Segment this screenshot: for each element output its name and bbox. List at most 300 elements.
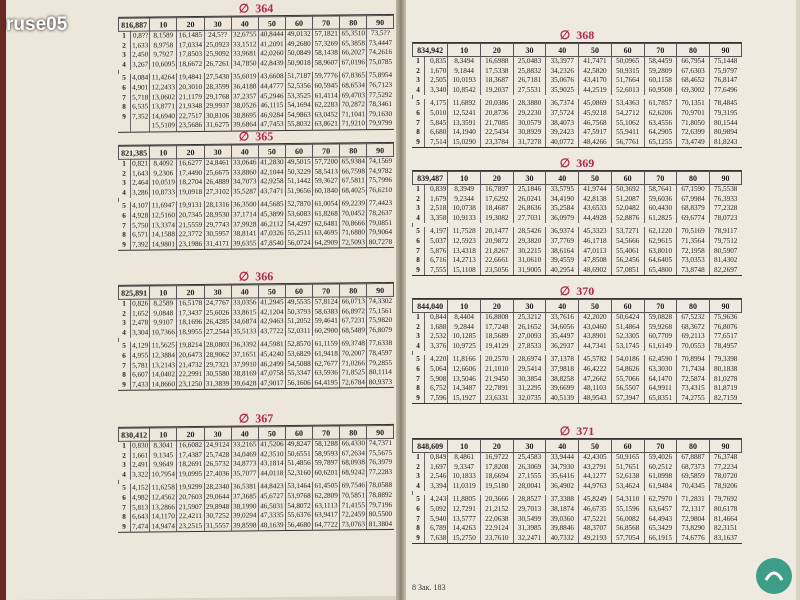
table-heading <box>412 28 742 42</box>
table-row <box>119 520 394 532</box>
table-cell: 21,9450 <box>480 375 513 385</box>
table-heading <box>412 424 742 438</box>
column-header: 70 <box>313 16 340 29</box>
table-cell: 10,9133 <box>448 214 481 224</box>
watermark: ruse05 <box>6 14 68 35</box>
table-row <box>413 185 742 195</box>
value-table <box>412 171 742 275</box>
table-cell: 31,3839 <box>205 379 230 388</box>
table-cell: 9,3347 <box>448 463 481 473</box>
table-cell: 18,4687 <box>480 204 513 214</box>
table-constant: 830,412 <box>119 428 150 441</box>
table-cell: 7,392 <box>130 240 150 250</box>
table-cell: 6,607 <box>130 371 150 381</box>
table-cell: 67,2634 <box>341 448 365 458</box>
table-cell: 75,7996 <box>368 176 393 185</box>
table-cell: 74,1569 <box>368 156 393 166</box>
table-cell: 35,4497 <box>546 332 579 342</box>
row-index: 2 <box>122 309 126 318</box>
table-cell: 34,7930 <box>546 463 579 473</box>
column-header: 90 <box>709 440 741 453</box>
row-index: 4 <box>122 188 126 197</box>
table-cell: 58,1438 <box>314 48 338 57</box>
table-cell: 79,0851 <box>368 218 393 227</box>
table-cell: 10,0193 <box>448 76 481 86</box>
table-cell: 29,0644 <box>205 492 230 501</box>
table-cell: 10,7954 <box>151 470 175 479</box>
table-cell: 27,4036 <box>205 469 230 478</box>
table-cell: 10,1833 <box>448 472 481 482</box>
table-block-367 <box>118 410 394 533</box>
table-cell: 61,7857 <box>644 99 677 109</box>
table-cell: 18,5689 <box>480 332 513 342</box>
table-cell: 19,2037 <box>480 86 513 96</box>
table-cell: 12,6606 <box>448 365 481 375</box>
table-cell: 79,7692 <box>709 495 741 505</box>
table-cell: 28,3599 <box>205 82 230 91</box>
table-cell: 72,1317 <box>677 505 710 515</box>
column-header: 50 <box>579 440 612 453</box>
table-cell: 52,5356 <box>287 81 311 91</box>
table-cell: 37,7769 <box>546 237 579 247</box>
table-cell: 28,2340 <box>205 483 230 492</box>
table-cell: 62,2283 <box>314 100 338 109</box>
table-cell: 50,9315 <box>611 67 644 77</box>
table-cell: 0,835 <box>424 57 448 67</box>
table-cell: 51,9656 <box>287 186 311 195</box>
table-cell: 36,0979 <box>546 214 579 224</box>
table-cell: 23,2515 <box>178 521 203 530</box>
table-cell: 9,9107 <box>150 318 177 328</box>
table-row <box>413 463 742 473</box>
table-cell: 13,5777 <box>448 515 481 525</box>
table-cell: 23,1986 <box>178 239 203 248</box>
table-number: 368 <box>576 28 595 42</box>
row-index: 2 <box>122 451 126 460</box>
table-cell: 2,478 <box>130 319 150 329</box>
table-cell: 21,5559 <box>178 220 203 229</box>
table-cell: 15,1108 <box>448 266 481 276</box>
table-cell: 38,8695 <box>233 111 257 120</box>
value-table <box>412 439 742 543</box>
table-cell: 9,2306 <box>150 169 177 179</box>
row-index: 3 <box>416 472 420 481</box>
table-cell: 14,9801 <box>151 239 175 249</box>
table-cell: 60,1158 <box>644 76 677 86</box>
table-cell: 63,3030 <box>644 365 677 375</box>
table-cell: 72,5874 <box>677 375 710 385</box>
table-cell: 50,3229 <box>287 167 311 176</box>
table-cell: 16,7897 <box>480 185 513 195</box>
column-header: 50 <box>579 300 612 313</box>
table-cell: 63,8010 <box>644 247 677 257</box>
table-cell: 16,6082 <box>178 440 203 450</box>
table-cell: 31,2295 <box>513 384 546 394</box>
table-cell: 48,1639 <box>260 520 284 530</box>
table-cell: 73,4447 <box>368 38 393 47</box>
table-cell: 33,9681 <box>233 49 257 58</box>
table-cell: 62,6206 <box>644 109 677 119</box>
table-cell: 12,4562 <box>151 493 175 502</box>
table-cell: 78,4597 <box>368 348 393 358</box>
column-header: 60 <box>285 144 312 157</box>
table-block-371 <box>412 424 742 544</box>
table-cell: 5,845 <box>424 119 448 129</box>
table-cell: 14,2713 <box>448 256 481 266</box>
column-header: 50 <box>258 17 285 30</box>
table-cell: 64,2909 <box>314 238 338 247</box>
table-cell: 46,1115 <box>258 101 285 111</box>
table-cell: 33,1512 <box>233 39 257 49</box>
table-cell: 18,1696 <box>178 318 203 327</box>
table-cell: 61,0054 <box>314 199 338 209</box>
table-cell: 3,394 <box>424 482 448 492</box>
table-cell: 39,4559 <box>546 256 579 266</box>
table-cell: 5,037 <box>424 237 448 247</box>
table-cell: 5,813 <box>130 503 150 513</box>
table-cell: 49,2193 <box>579 534 612 544</box>
table-cell: 29,7743 <box>205 220 230 229</box>
table-cell: 47,0113 <box>579 247 612 257</box>
table-cell: 11,0319 <box>448 482 481 492</box>
table-cell: 15,2750 <box>448 534 481 544</box>
column-header: 10 <box>448 440 481 453</box>
table-cell: 79,3195 <box>709 109 741 119</box>
table-cell: 4,955 <box>130 351 150 361</box>
table-cell: 14,1940 <box>448 128 481 138</box>
table-cell: 77,6517 <box>709 332 741 342</box>
column-header: 40 <box>231 427 258 440</box>
table-cell: 46,2499 <box>260 359 284 368</box>
column-header: 70 <box>313 144 340 157</box>
table-cell: 13,3374 <box>151 220 175 230</box>
table-cell: 11,8805 <box>448 495 481 505</box>
table-cell: 14,8660 <box>151 379 175 389</box>
table-cell: 17,4387 <box>178 450 203 459</box>
table-row <box>413 138 742 148</box>
table-cell: 47,5917 <box>579 128 612 138</box>
table-cell: 19,5180 <box>480 482 513 492</box>
table-cell: 47,3335 <box>260 511 284 520</box>
table-cell: 64,4195 <box>314 378 338 387</box>
table-cell: 46,5031 <box>260 501 284 510</box>
table-cell: 19,0918 <box>178 187 203 196</box>
table-row <box>413 394 742 404</box>
table-cell: 42,1204 <box>260 307 284 316</box>
table-cell: 22,7891 <box>480 384 513 394</box>
table-cell: 7,352 <box>130 112 150 122</box>
table-cell: 52,8570 <box>287 340 311 349</box>
table-cell: 39,6355 <box>233 239 257 248</box>
table-cell: 19,9299 <box>178 483 203 492</box>
table-cell: 18,2691 <box>178 460 203 469</box>
table-cell: 20,8736 <box>480 109 513 119</box>
table-cell: 23,6331 <box>480 394 513 404</box>
table-cell: 20,7603 <box>178 492 203 502</box>
table-cell: 11,6892 <box>448 99 481 109</box>
table-cell: 59,0828 <box>644 313 677 323</box>
row-index: 2 <box>416 66 420 75</box>
table-cell: 81,8719 <box>709 384 741 394</box>
table-cell: 58,7641 <box>644 185 677 195</box>
table-cell: 47,0326 <box>260 229 284 238</box>
table-cell: 69,3002 <box>677 86 710 96</box>
table-cell: 80,5907 <box>709 247 741 257</box>
value-table <box>412 43 742 147</box>
table-cell: 65,1255 <box>644 138 677 148</box>
table-cell: 43,8901 <box>579 332 612 342</box>
table-cell: 20,1477 <box>480 227 513 237</box>
table-cell: 23,1250 <box>178 379 203 388</box>
row-index: 2 <box>122 41 126 50</box>
table-cell: 29,7321 <box>205 360 230 369</box>
table-cell: 34,6056 <box>546 323 579 333</box>
table-cell: 62,6481 <box>314 219 338 228</box>
table-cell: 35,6416 <box>546 472 579 482</box>
table-cell: 13,3591 <box>448 119 481 129</box>
table-cell: 40,2954 <box>546 266 579 276</box>
table-cell: 61,9418 <box>314 349 338 358</box>
table-cell: 69,7546 <box>341 481 365 490</box>
table-cell: 68,8379 <box>677 204 710 214</box>
table-cell: 4,220 <box>424 355 448 365</box>
table-cell: 36,4902 <box>546 482 579 492</box>
row-index: 6 <box>416 108 420 117</box>
row-index: 7 <box>416 374 420 383</box>
table-cell: 20,3666 <box>480 495 513 505</box>
column-header: 10 <box>150 286 177 299</box>
row-index: 4 <box>416 85 420 94</box>
table-cell: 9,2344 <box>448 195 481 205</box>
value-table <box>412 299 742 403</box>
table-cell: 16,6988 <box>480 57 513 67</box>
row-index: 1 <box>416 57 420 65</box>
table-cell: 55,1062 <box>611 119 644 129</box>
table-cell: 74,2755 <box>677 394 710 404</box>
table-cell: 81,4302 <box>709 256 741 266</box>
table-cell: 55,8032 <box>287 120 311 129</box>
table-cell: 78,2637 <box>368 208 393 218</box>
table-cell: 4,107 <box>130 202 150 212</box>
table-cell: 21,4732 <box>178 360 203 369</box>
row-index: 1 <box>416 185 420 193</box>
table-cell: 63,0452 <box>314 110 338 119</box>
table-cell: 81,0278 <box>709 375 741 385</box>
table-cell: 52,0311 <box>285 327 312 337</box>
table-cell: 26,5732 <box>205 459 230 469</box>
table-cell: 75,0785 <box>368 57 393 66</box>
table-constant: 816,887 <box>119 18 150 31</box>
table-block-366 <box>118 268 394 391</box>
table-cell: 5,010 <box>424 109 448 119</box>
table-cell: 70,5169 <box>677 227 710 237</box>
row-index: 2 <box>416 194 420 203</box>
row-index: 8 <box>122 370 126 379</box>
table-cell: 18,3687 <box>480 76 513 86</box>
table-cell: 28,0041 <box>513 482 546 492</box>
row-index: 8 <box>416 384 420 393</box>
table-cell: 42,4305 <box>579 453 612 463</box>
table-cell: 23,5056 <box>480 266 513 276</box>
column-header: 60 <box>611 172 644 185</box>
table-cell: 21,5907 <box>178 502 203 511</box>
table-cell: 12,3884 <box>151 351 175 360</box>
table-cell: 61,1159 <box>313 340 340 350</box>
table-cell: 1,643 <box>130 169 150 179</box>
table-cell: 53,7271 <box>611 227 644 237</box>
table-cell: 41,2091 <box>260 39 284 48</box>
table-constant: 834,942 <box>413 44 448 57</box>
row-index: 1 <box>416 453 420 461</box>
table-row <box>413 76 742 86</box>
table-cell: 48,9543 <box>579 394 612 404</box>
table-cell: 80,5500 <box>368 510 393 519</box>
table-cell: 58,6383 <box>314 307 338 316</box>
table-cell: 31,3985 <box>513 524 546 534</box>
column-header: 40 <box>231 285 258 298</box>
table-cell: 50,6551 <box>287 449 311 458</box>
row-index: 8 <box>122 230 126 239</box>
row-index: 5 <box>122 342 126 351</box>
table-cell: 48,1103 <box>579 384 612 394</box>
row-index: 8 <box>122 102 126 111</box>
table-cell: 19,3082 <box>480 214 513 224</box>
table-row <box>413 505 742 515</box>
table-cell: 35,2584 <box>546 204 579 214</box>
table-cell: 19,4129 <box>480 342 513 352</box>
table-cell: 67,6303 <box>677 67 710 77</box>
table-cell: 10,1285 <box>448 332 481 342</box>
table-cell: 80,1114 <box>367 368 394 378</box>
row-index: 7 <box>122 93 126 102</box>
column-header: 70 <box>313 426 340 439</box>
table-cell: 57,7200 <box>314 157 338 166</box>
table-cell: 39,0294 <box>233 511 257 520</box>
table-cell: 53,1745 <box>611 342 644 352</box>
column-header: 90 <box>367 425 394 438</box>
table-cell: 70,8666 <box>341 218 365 228</box>
table-cell: 64,7722 <box>314 520 338 529</box>
table-cell: 33,8615 <box>233 307 257 317</box>
table-cell: 13,0602 <box>151 92 175 102</box>
table-cell: 3,286 <box>130 188 150 198</box>
table-cell: 64,1470 <box>644 375 677 385</box>
table-cell: 74,3302 <box>368 296 393 306</box>
table-cell: 40,0772 <box>546 138 579 148</box>
row-index: 1 <box>122 441 126 450</box>
table-cell: 67,5232 <box>677 313 710 323</box>
table-cell: 32,2471 <box>513 534 546 544</box>
table-cell: 7,596 <box>424 394 448 404</box>
table-cell: 68,4652 <box>677 76 710 86</box>
row-index: 5 <box>122 202 126 211</box>
table-cell: 38,1874 <box>546 505 579 515</box>
table-cell: 20,7345 <box>178 210 203 220</box>
table-cell: 70,2007 <box>341 349 365 358</box>
table-cell: 12,5923 <box>448 237 481 247</box>
table-cell: 30,7252 <box>205 511 230 521</box>
table-cell: 68,9242 <box>341 468 365 477</box>
table-cell: 27,2544 <box>205 327 230 336</box>
table-cell: 7,514 <box>424 138 448 148</box>
table-cell: 59,4026 <box>644 453 677 463</box>
table-cell: 13,5046 <box>448 375 481 385</box>
table-cell: 68,5489 <box>341 326 365 335</box>
table-cell: 67,8887 <box>677 453 710 463</box>
table-cell: 12,5241 <box>448 109 481 119</box>
table-cell: 45,8249 <box>579 495 612 505</box>
table-cell: 27,8533 <box>513 342 546 352</box>
table-row <box>413 256 742 266</box>
column-header: 40 <box>546 440 579 453</box>
row-index: 4 <box>122 470 126 479</box>
table-cell: 38,4073 <box>546 119 579 129</box>
table-cell: 29,7013 <box>513 505 546 515</box>
table-cell: 29,1768 <box>205 92 230 101</box>
column-header: 60 <box>611 440 644 453</box>
table-cell: 82,3151 <box>709 524 741 534</box>
table-cell: 3,304 <box>130 328 150 338</box>
table-row <box>413 495 742 505</box>
table-cell: 52,7870 <box>287 200 311 209</box>
table-cell: 54,4297 <box>287 219 311 228</box>
table-cell: 33,0646 <box>233 158 257 167</box>
table-cell: 71,9210 <box>341 119 365 128</box>
table-cell: 51,2052 <box>287 316 311 326</box>
table-cell: 54,8626 <box>611 365 644 375</box>
table-cell: 3,358 <box>424 214 448 224</box>
table-cell: 10,0519 <box>151 178 175 187</box>
table-cell: 50,9018 <box>287 58 311 67</box>
row-index: 9 <box>416 533 420 542</box>
column-header: 70 <box>644 172 677 185</box>
table-cell: 52,3305 <box>611 332 644 342</box>
table-cell: 37,1714 <box>233 210 257 219</box>
table-cell: 41,7471 <box>579 57 612 67</box>
table-row <box>413 355 742 365</box>
table-cell: 10,0738 <box>448 204 481 214</box>
table-cell: 44,1277 <box>579 472 612 482</box>
table-cell: 31,5557 <box>205 521 230 530</box>
column-header: 80 <box>677 172 710 185</box>
table-cell: 25,0923 <box>205 40 230 49</box>
table-cell: 42,0260 <box>260 49 284 58</box>
table-cell: 8,4861 <box>448 453 481 463</box>
table-cell: 1,633 <box>130 41 150 51</box>
table-cell: 37,9928 <box>233 219 257 229</box>
column-header: 20 <box>177 285 204 298</box>
row-index: 5 <box>122 74 126 83</box>
table-cell: 2,450 <box>130 51 150 61</box>
table-cell: 31,6275 <box>205 121 230 130</box>
table-cell: 36,5381 <box>233 482 257 491</box>
table-cell: 46,6735 <box>579 505 612 515</box>
table-cell: 18,6694 <box>480 472 513 482</box>
table-cell: 19,8214 <box>178 341 203 350</box>
table-cell: 23,7610 <box>480 534 513 544</box>
table-cell: 6,571 <box>130 231 150 241</box>
table-cell: 37,3685 <box>233 492 257 501</box>
column-header: 20 <box>480 172 513 185</box>
table-cell: 29,5414 <box>513 365 546 375</box>
table-cell: 37,9818 <box>546 365 579 375</box>
column-header: 20 <box>177 145 204 158</box>
table-cell: 6,716 <box>424 256 448 266</box>
table-cell: 22,4211 <box>177 512 204 522</box>
table-cell: 25,1846 <box>513 185 546 195</box>
table-cell: 67,8365 <box>341 71 365 80</box>
row-index: 5 <box>122 484 126 493</box>
